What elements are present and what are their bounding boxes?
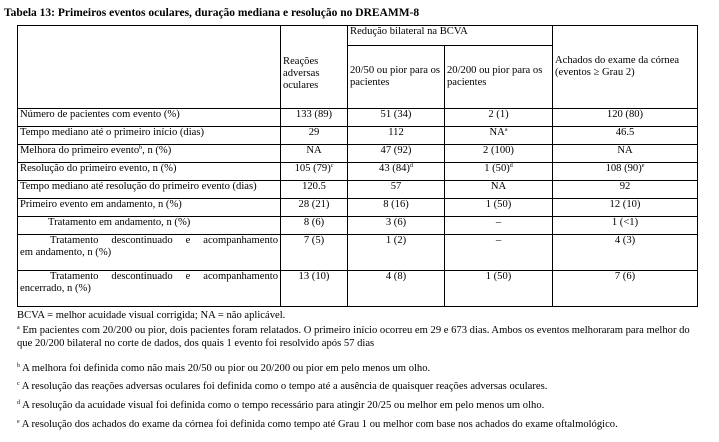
cell-2050: 1 (2): [348, 235, 445, 271]
row-label: Tratamento em andamento, n (%): [18, 217, 281, 235]
cell-adverse: 8 (6): [281, 217, 348, 235]
cell-cornea: 1 (<1): [553, 217, 698, 235]
cell-20200: 1 (50): [445, 271, 553, 307]
cell-adverse: 7 (5): [281, 235, 348, 271]
row-label: Número de pacientes com evento (%): [18, 109, 281, 127]
cell-cornea: 7 (6): [553, 271, 698, 307]
table-row: [18, 271, 698, 307]
header-row-1: [18, 26, 698, 46]
cell-adverse: 133 (89): [281, 109, 348, 127]
cell-20200: –: [445, 217, 553, 235]
cell-cornea: 92: [553, 181, 698, 199]
cell-2050: 57: [348, 181, 445, 199]
table-row: [18, 235, 698, 271]
cell-2050: 112: [348, 127, 445, 145]
header-bcva-group: Redução bilateral na BCVA: [348, 26, 553, 46]
footnote-mark: e: [641, 163, 645, 169]
row-label: Tratamento descontinuado e acompanhamento em andamento, n (%): [18, 235, 281, 271]
cell-cornea: 12 (10): [553, 199, 698, 217]
footnote-d: $^d$ A resolução da acuidade visual foi definida como o tempo recessário para atingir 20/25 ou melhor em pelo menos um olho.: [17, 400, 545, 411]
row-label: Tempo mediano até resolução do primeiro evento (dias): [18, 181, 281, 199]
cell-20200: 2 (1): [445, 109, 553, 127]
table-title: Tabela 13: Primeiros eventos oculares, duração mediana e resolução no DREAMM-8: [4, 7, 420, 19]
cell-2050: 43 $(84)^d$: [348, 163, 445, 181]
footnote-mark: d: [409, 163, 413, 169]
row-label: Resolução do primeiro evento, n (%): [18, 163, 281, 181]
cell-cornea: NA: [553, 145, 698, 163]
header-20200: 20/200 ou pior para os pacientes: [445, 46, 553, 109]
cell-20200: 1 (50): [445, 199, 553, 217]
header-cornea: Achados do exame da córnea (eventos ≥ Grau 2): [553, 26, 698, 109]
cell-2050: 4 (8): [348, 271, 445, 307]
table-row: [18, 217, 698, 235]
row-label: Tempo mediano até o primeiro início (dias): [18, 127, 281, 145]
table-row: [18, 163, 698, 181]
footnote-c: $^c$ A resolução das reações adversas oculares foi definida como o tempo até a ausência de quaisquer reações adversas oculares.: [17, 381, 548, 392]
cell-adverse: 13 (10): [281, 271, 348, 307]
table-row: [18, 199, 698, 217]
header-2050: 20/50 ou pior para os pacientes: [348, 46, 445, 109]
cell-cornea: 4 (3): [553, 235, 698, 271]
footnote-b: $^b$ A melhora foi definida como não mais 20/50 ou pior ou 20/200 ou pior em pelo menos um olho.: [17, 363, 431, 374]
footnote-mark: d: [17, 400, 20, 406]
footnote-mark: c: [17, 381, 20, 387]
results-table: [17, 25, 698, 307]
cell-adverse: 120.5: [281, 181, 348, 199]
row-label: Tratamento descontinuado e acompanhamento encerrado, n (%): [18, 271, 281, 307]
header-blank-cell: [18, 26, 281, 109]
cell-2050: 8 (16): [348, 199, 445, 217]
table-row: [18, 181, 698, 199]
footnote-mark: b: [139, 145, 143, 151]
table-row: [18, 127, 698, 145]
footnote-a: $^a$ Em pacientes com 20/200 ou pior, dois pacientes foram relatados. O primeiro início ocorreu em 29 e 673 dias. Ambos os eventos melhoraram para melhor do que 20/200 bilateral no corte de dados, dos quais 1 evento foi resolvido após 57 dias: [17, 325, 690, 349]
cell-2050: 3 (6): [348, 217, 445, 235]
table-row: [18, 145, 698, 163]
row-label: Primeiro evento em andamento, n (%): [18, 199, 281, 217]
footnote-mark: a: [17, 325, 20, 331]
cell-adverse: NA: [281, 145, 348, 163]
cell-20200: NA: [445, 181, 553, 199]
footnote-mark: a: [504, 127, 508, 133]
footnote-e: $^e$ A resolução dos achados do exame da córnea foi definida como tempo até Grau 1 ou melhor com base nos achados do exame oftalmológico.: [17, 419, 618, 430]
footnote-mark: b: [17, 363, 20, 369]
footnote-mark: d: [509, 163, 513, 169]
row-label: Melhora do primeiro evento$^b$, n (%): [18, 145, 281, 163]
cell-2050: 51 (34): [348, 109, 445, 127]
cell-20200: 1 $(50)^d$: [445, 163, 553, 181]
cell-cornea: 120 (80): [553, 109, 698, 127]
cell-adverse: 28 (21): [281, 199, 348, 217]
cell-cornea: 46.5: [553, 127, 698, 145]
header-adverse: Reações adversas oculares: [281, 26, 348, 109]
cell-20200: –: [445, 235, 553, 271]
footnote-mark: c: [330, 163, 334, 169]
table-row: [18, 109, 698, 127]
cell-20200: $NA^a$: [445, 127, 553, 145]
cell-2050: 47 (92): [348, 145, 445, 163]
cell-cornea: 108 $(90)^e$: [553, 163, 698, 181]
cell-adverse: 29: [281, 127, 348, 145]
footnote-mark: e: [17, 419, 20, 425]
cell-adverse: 105 $(79)^c$: [281, 163, 348, 181]
cell-20200: 2 (100): [445, 145, 553, 163]
footnote-abbrev: BCVA = melhor acuidade visual corrigida; NA = não aplicável.: [17, 310, 286, 321]
